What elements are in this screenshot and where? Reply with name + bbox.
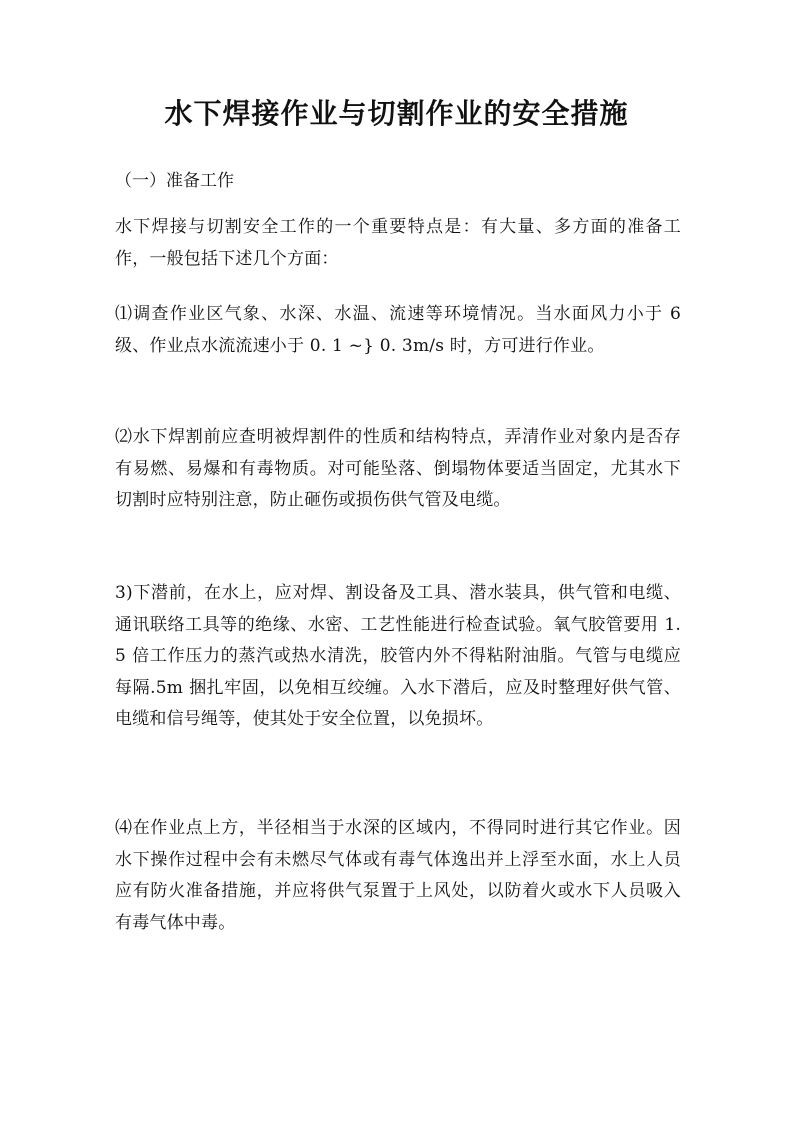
section-heading: （一）准备工作: [115, 171, 234, 191]
document-title: 水下焊接作业与切割作业的安全措施: [164, 97, 629, 130]
paragraph-item-4: ⑷在作业点上方，半径相当于水深的区域内，不得同时进行其它作业。因水下操作过程中会有未燃尽气体或有毒气体逸出并上浮至水面，水上人员应有防火准备措施，并应将供气泵置于上风处，以防着火或水下人员吸入有毒气体中毒。: [115, 818, 681, 933]
paragraph-item-2: ⑵水下焊割前应查明被焊割件的性质和结构特点，弄清作业对象内是否存有易燃、易爆和有毒物质。对可能坠落、倒塌物体要适当固定，尤其水下切割时应特别注意，防止砸伤或损伤供气管及电缆。: [115, 427, 681, 510]
paragraph-item-1: ⑴调查作业区气象、水深、水温、流速等环境情况。当水面风力小于 6 级、作业点水流流速小于 0. 1 ~} 0. 3m/s 时，方可进行作业。: [115, 304, 681, 356]
paragraph-intro: 水下焊接与切割安全工作的一个重要特点是：有大量、多方面的准备工作，一般包括下述几个方面：: [115, 217, 681, 269]
paragraph-item-3: 3)下潜前，在水上，应对焊、割设备及工具、潜水装具，供气管和电缆、通讯联络工具等的绝缘、水密、工艺性能进行检查试验。氧气胶管要用 1. 5 倍工作压力的蒸汽或热水清洗，胶管内外不得粘附油脂。气管与电缆应每隔.5m 捆扎牢固，以免相互绞缠。入水下潜后，应及时整理好供气管、电缆和信号绳等，使其处于安全位置，以免损坏。: [115, 583, 681, 729]
